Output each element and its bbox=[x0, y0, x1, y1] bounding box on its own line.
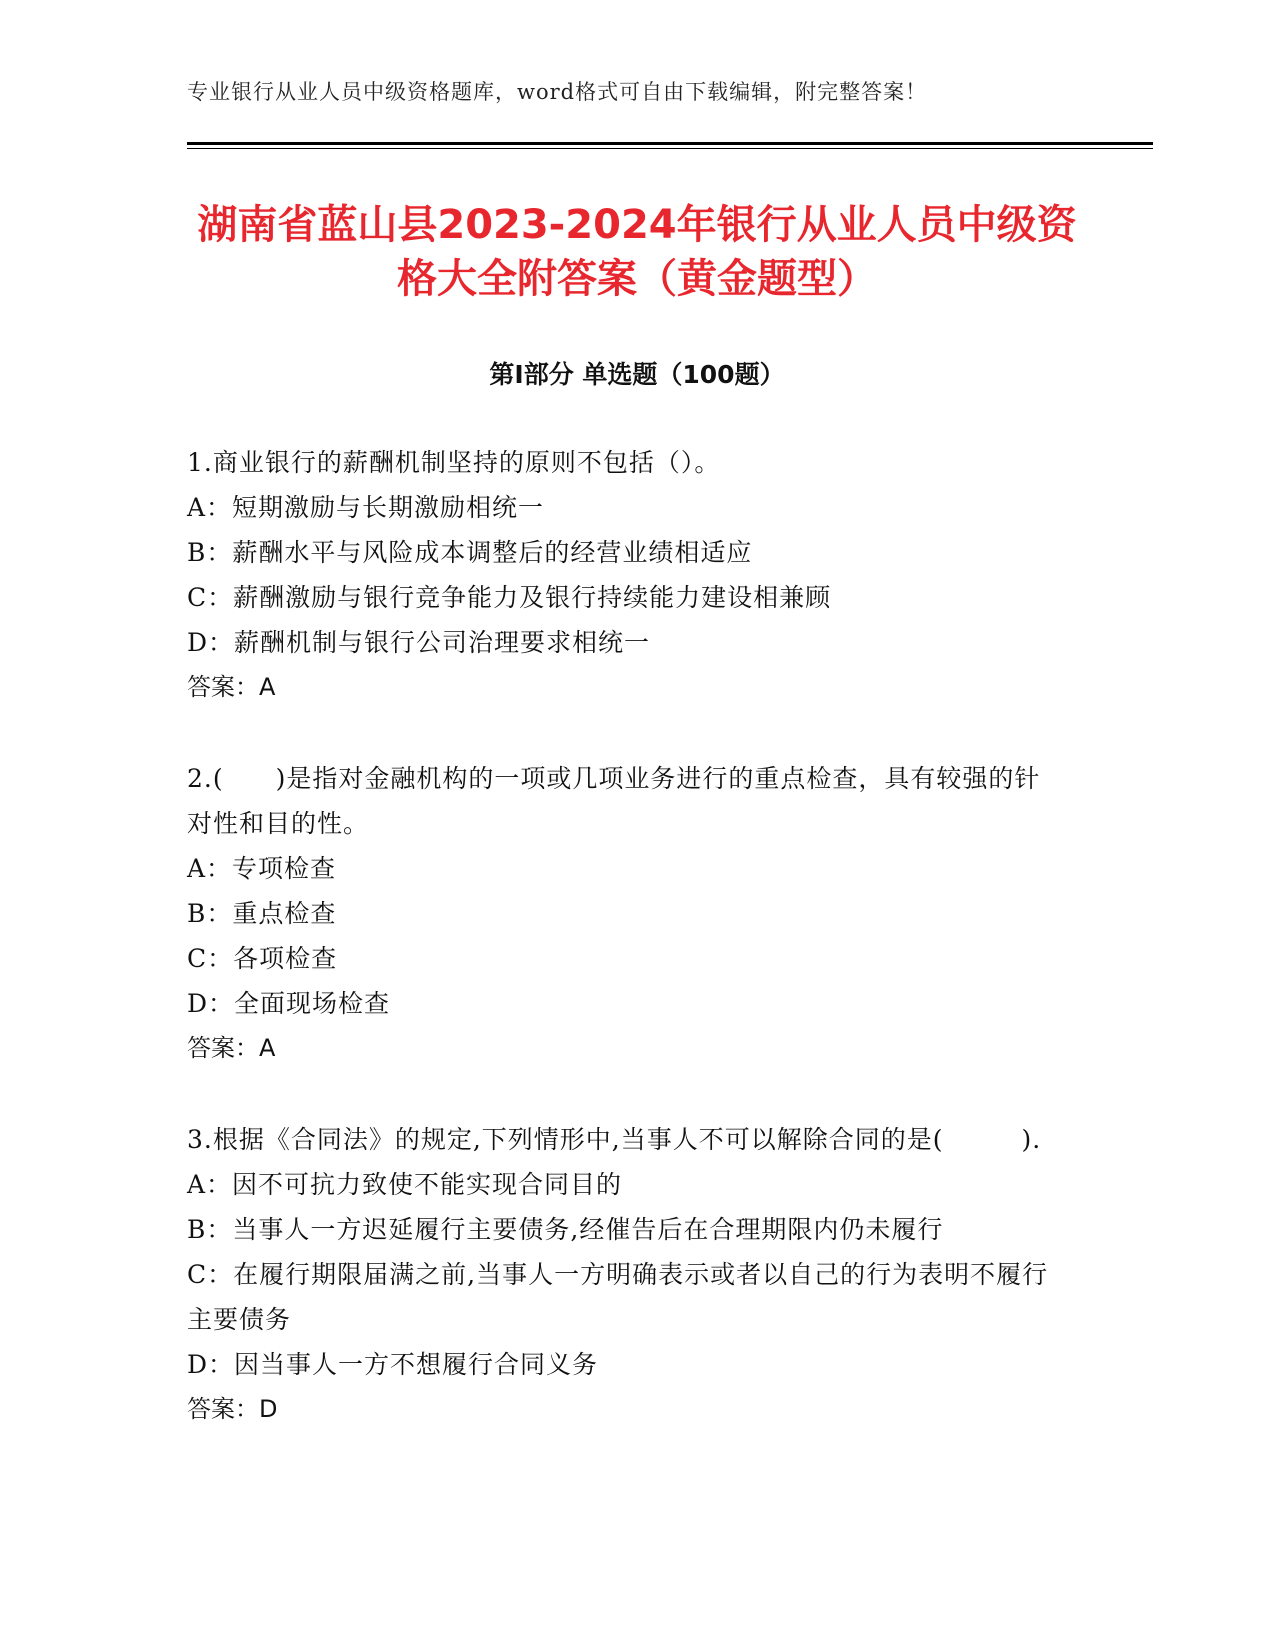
question-stem: 2.( )是指对金融机构的一项或几项业务进行的重点检查，具有较强的针对性和目的性。 bbox=[187, 764, 1041, 838]
option-a: A：因不可抗力致使不能实现合同目的 bbox=[187, 1170, 623, 1199]
question-stem: 3.根据《合同法》的规定,下列情形中,当事人不可以解除合同的是( ). bbox=[187, 1125, 1042, 1154]
question-item bbox=[187, 1117, 1057, 1432]
header-divider-thick bbox=[187, 142, 1153, 145]
option-b: B：当事人一方迟延履行主要债务,经催告后在合理期限内仍未履行 bbox=[187, 1215, 944, 1244]
option-c: C：各项检查 bbox=[187, 944, 338, 973]
option-d: D：全面现场检查 bbox=[187, 989, 391, 1018]
header-note: 专业银行从业人员中级资格题库，word格式可自由下载编辑，附完整答案！ bbox=[187, 80, 928, 104]
option-c: C：在履行期限届满之前,当事人一方明确表示或者以自己的行为表明不履行主要债务 bbox=[187, 1260, 1049, 1334]
option-d: D：薪酬机制与银行公司治理要求相统一 bbox=[187, 628, 651, 657]
header-divider-thin bbox=[187, 148, 1153, 149]
option-b: B：重点检查 bbox=[187, 899, 337, 928]
section-title: 第Ⅰ部分 单选题（100题） bbox=[489, 360, 785, 389]
question-list bbox=[187, 440, 1057, 1478]
option-a: A：专项检查 bbox=[187, 854, 337, 883]
option-d: D：因当事人一方不想履行合同义务 bbox=[187, 1350, 599, 1379]
question-stem: 1.商业银行的薪酬机制坚持的原则不包括（）。 bbox=[187, 448, 721, 477]
answer-line: 答案：A bbox=[187, 673, 276, 701]
question-item bbox=[187, 440, 1057, 710]
answer-line: 答案：D bbox=[187, 1395, 278, 1423]
answer-line: 答案：A bbox=[187, 1034, 276, 1062]
option-a: A：短期激励与长期激励相统一 bbox=[187, 493, 545, 522]
document-title: 湖南省蓝山县2023-2024年银行从业人员中级资格大全附答案（黄金题型） bbox=[197, 202, 1077, 302]
option-c: C：薪酬激励与银行竞争能力及银行持续能力建设相兼顾 bbox=[187, 583, 832, 612]
question-item bbox=[187, 756, 1057, 1071]
option-b: B：薪酬水平与风险成本调整后的经营业绩相适应 bbox=[187, 538, 753, 567]
